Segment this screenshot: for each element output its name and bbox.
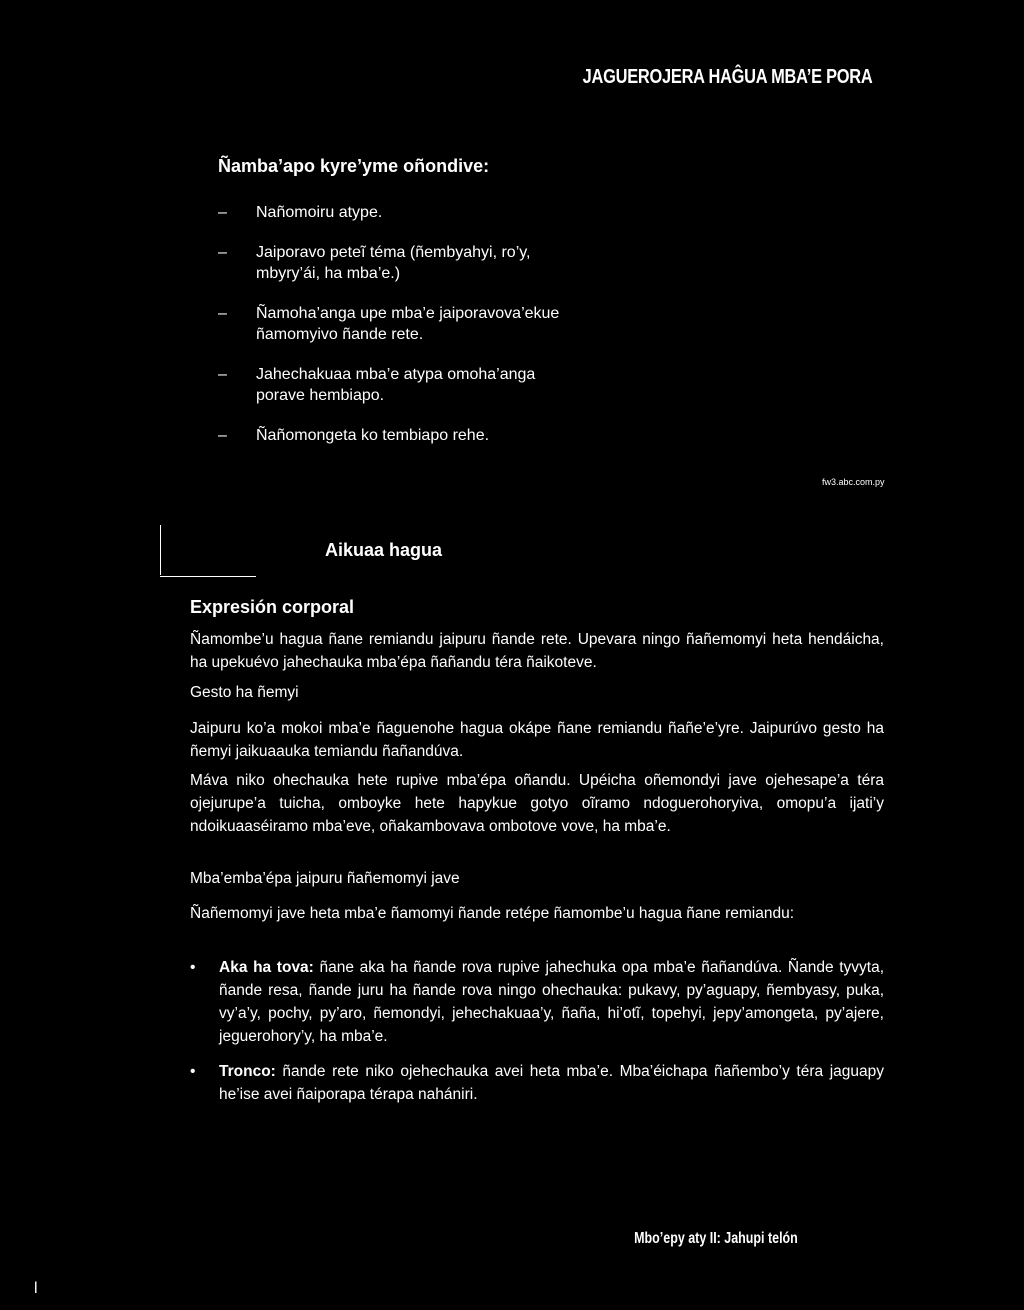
step-text: Ñamoha’anga upe mba’e jaiporavova’ekue ñamomyivo ñande rete. <box>256 305 560 343</box>
bullet-text: ñande rete niko ojehechauka avei heta mba’e. Mba’éichapa ñañembo’y téra jaguapy he’ise avei ñaiporapa térapa nahániri. <box>219 1063 884 1103</box>
dash-marker: – <box>218 204 227 221</box>
dash-marker: – <box>218 244 227 261</box>
heading-gesto-ha-nemyi: Gesto ha ñemyi <box>190 684 299 701</box>
bullet-term: Tronco: <box>219 1063 276 1080</box>
bullet-icon: • <box>190 1063 196 1080</box>
gesto-paragraph: Jaipuru ko’a mokoi mba’e ñaguenohe hagua okápe ñane remiandu ñañe’e’yre. Jaipurúvo gesto ha ñemyi jaikuaauka temiandu ñañandúva. <box>190 720 884 760</box>
dash-marker: – <box>218 427 227 444</box>
list-item <box>218 303 578 345</box>
list-item <box>218 425 578 446</box>
activity-title: Ñamba’apo kyre’yme oñondive: <box>218 156 490 176</box>
subheading-expresion-corporal: Expresión corporal <box>190 597 355 617</box>
nanemomyi-paragraph: Ñañemomyi jave heta mba’e ñamomyi ñande retépe ñamombe’u hagua ñane remiandu: <box>190 905 795 922</box>
intro-paragraph: Ñamombe’u hagua ñane remiandu jaipuru ñande rete. Upevara ningo ñañemomyi heta hendáicha, ha upekuévo jahechauka mba’épa ñañandu téra ñaikoteve. <box>190 631 884 671</box>
body-parts-bullet-list <box>190 956 884 1118</box>
section-title: Aikuaa hagua <box>325 540 443 560</box>
dash-marker: – <box>218 305 227 322</box>
image-source-credit: fw3.abc.com.py <box>822 477 885 487</box>
dash-marker: – <box>218 366 227 383</box>
section-frame-horizontal-line <box>160 576 256 577</box>
running-header: JAGUEROJERA HAĜUA MBA’E PORA <box>582 66 872 88</box>
step-text: Jaiporavo peteĩ téma (ñembyahyi, ro’y, mbyry’ái, ha mba’e.) <box>256 244 531 282</box>
heading-mbaemba: Mba’emba’épa jaipuru ñañemomyi jave <box>190 870 460 887</box>
chapter-footer: Mbo’epy aty II: Jahupi telón <box>634 1230 798 1247</box>
bullet-icon: • <box>190 959 196 976</box>
step-text: Nañomoiru atype. <box>256 204 383 221</box>
step-text: Jahechakuaa mba’e atypa omoha’anga porave hembiapo. <box>256 366 536 404</box>
list-item <box>218 242 578 284</box>
list-item <box>190 1060 884 1106</box>
list-item <box>218 202 578 223</box>
step-text: Ñañomongeta ko tembiapo rehe. <box>256 427 490 444</box>
bullet-term: Aka ha tova: <box>219 959 314 976</box>
list-item <box>190 956 884 1048</box>
page-number: l <box>34 1280 38 1297</box>
mava-paragraph: Máva niko ohechauka hete rupive mba’épa oñandu. Upéicha oñemondyi jave ojehesape’a téra ojejurupe’a tuicha, omboyke hete hapykue gotyo oĩramo ndoguerohoryiva, omopu’a ijati’y ndoikuaaséiramo mba’eve, oñakambovava ombotove vove, ha mba’e. <box>190 772 884 835</box>
list-item <box>218 364 578 406</box>
bullet-text: ñane aka ha ñande rova rupive jahechuka opa mba’e ñañandúva. Ñande tyvyta, ñande resa, ñande juru ha ñande rova ningo ohechauka: pukavy, py’aguapy, ñembyasy, puka, vy’a’y, pochy, py’aro, ñemondyi, jehechakuaa’y, ñaña, hi’otĩ, topehyi, jepy’amongeta, py’ajere, jeguerohory’y, ha mba’e. <box>219 959 885 1045</box>
section-frame-vertical-line <box>160 525 161 575</box>
activity-steps-list <box>218 202 578 465</box>
